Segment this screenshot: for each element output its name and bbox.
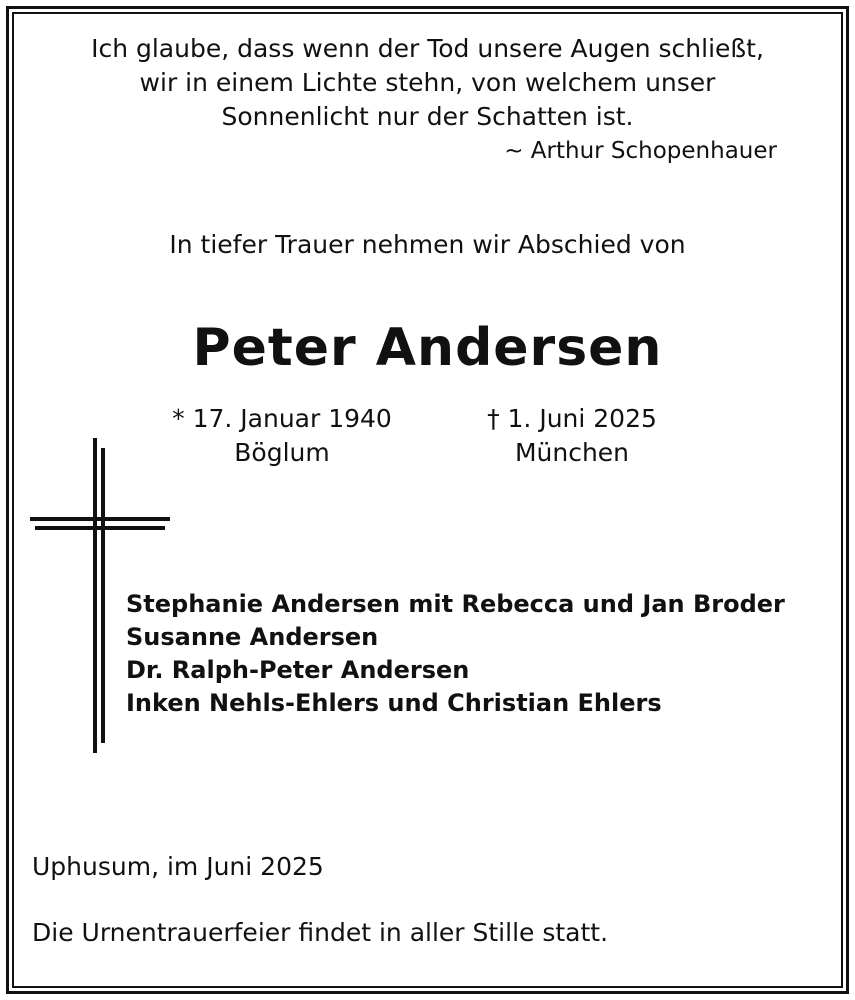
- mourner-line: Dr. Ralph-Peter Andersen: [126, 656, 470, 684]
- death-date: † 1. Juni 2025: [487, 404, 657, 433]
- mourner-line: Stephanie Andersen mit Rebecca und Jan Broder: [126, 590, 785, 618]
- birth-date: * 17. Januar 1940: [172, 404, 392, 433]
- quote-block: [40, 32, 815, 134]
- quote-author: ~ Arthur Schopenhauer: [504, 138, 777, 164]
- deceased-name: Peter Andersen: [192, 318, 663, 378]
- place-date: Uphusum, im Juni 2025: [32, 852, 324, 881]
- mourners-list: [126, 588, 785, 720]
- birth-place: Böglum: [234, 438, 330, 467]
- service-note: Die Urnentrauerfeier findet in aller Stille statt.: [32, 918, 609, 947]
- death-place: München: [514, 438, 630, 467]
- mourner-line: Inken Nehls-Ehlers und Christian Ehlers: [126, 689, 662, 717]
- quote-line: Sonnenlicht nur der Schatten ist.: [221, 102, 634, 131]
- mourning-intro: In tiefer Trauer nehmen wir Abschied von: [169, 230, 686, 259]
- birth-info: [132, 402, 432, 470]
- mourner-line: Susanne Andersen: [126, 623, 379, 651]
- death-info: [422, 402, 722, 470]
- quote-line: wir in einem Lichte stehn, von welchem unser: [139, 68, 716, 97]
- quote-line: Ich glaube, dass wenn der Tod unsere Augen schließt,: [91, 34, 764, 63]
